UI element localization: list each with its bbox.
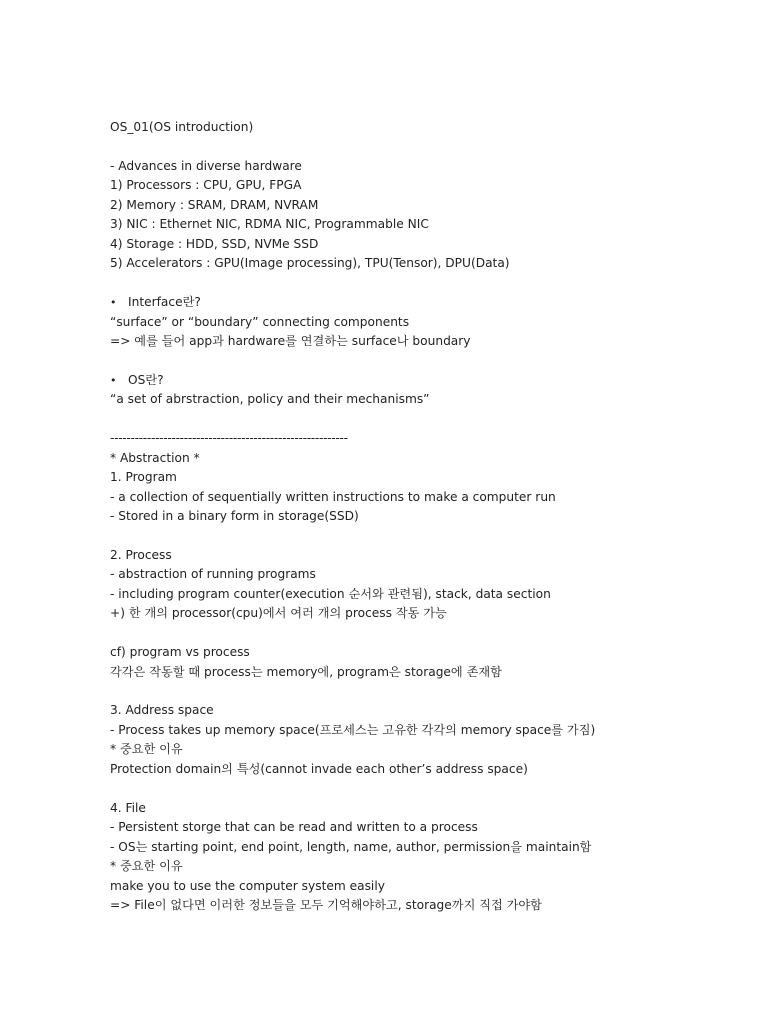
process-line: - including program counter(execution 순서와 관련됨), stack, data section [110,586,551,601]
blank-line [110,274,750,293]
file-line: - OS는 starting point, end point, length, name, author, permission을 maintain함 [110,839,592,854]
process-line: +) 한 개의 processor(cpu)에서 여러 개의 process 작동 가능 [110,606,447,621]
hardware-item-storage: 4) Storage : HDD, SSD, NVMe SSD [110,236,319,251]
blank-line [110,351,750,370]
file-title: 4. File [110,800,146,815]
blank-line [110,624,750,643]
section-divider: ---------------------------------------------------------- [110,431,348,446]
blank-line [110,526,750,545]
file-line: * 중요한 이유 [110,859,183,874]
blank-line [110,137,750,156]
blank-line [110,410,750,429]
interface-definition: “surface” or “boundary” connecting components [110,314,410,329]
interface-example: => 예를 들어 app과 hardware를 연결하는 surface나 boundary [110,333,471,348]
address-space-title: 3. Address space [110,703,214,718]
hardware-item-nic: 3) NIC : Ethernet NIC, RDMA NIC, Programmable NIC [110,217,429,232]
bullet-icon: • [110,373,117,387]
blank-line [110,682,750,701]
program-title: 1. Program [110,470,177,485]
interface-heading-line [110,293,750,312]
abstraction-heading: * Abstraction * [110,450,200,465]
hardware-item-accelerators: 5) Accelerators : GPU(Image processing), TPU(Tensor), DPU(Data) [110,256,510,271]
interface-heading: Interface란? [128,295,201,310]
file-line: make you to use the computer system easily [110,878,385,893]
document-body [110,118,750,915]
os-heading: OS란? [128,372,164,387]
os-heading-line [110,371,750,390]
address-space-line: Protection domain의 특성(cannot invade each other’s address space) [110,761,528,776]
process-line: - abstraction of running programs [110,567,316,582]
program-line: - Stored in a binary form in storage(SSD) [110,509,359,523]
document-title: OS_01(OS introduction) [110,120,254,134]
bullet-icon: • [110,296,117,310]
hardware-item-memory: 2) Memory : SRAM, DRAM, NVRAM [110,197,319,212]
file-line: => File이 없다면 이러한 정보들을 모두 기억해야하고, storage까지 직접 가야함 [110,898,542,912]
os-definition: “a set of abrstraction, policy and their mechanisms” [110,392,430,407]
file-line: - Persistent storge that can be read and written to a process [110,820,478,835]
blank-line [110,779,750,798]
hardware-heading: - Advances in diverse hardware [110,158,302,173]
program-line: - a collection of sequentially written instructions to make a computer run [110,489,556,504]
address-space-line: * 중요한 이유 [110,742,183,757]
compare-line: 각각은 작동할 때 process는 memory에, program은 storage에 존재함 [110,664,502,679]
address-space-line: - Process takes up memory space(프로세스는 고유한 각각의 memory space를 가짐) [110,722,596,737]
compare-title: cf) program vs process [110,645,250,660]
process-title: 2. Process [110,547,172,562]
hardware-item-processors: 1) Processors : CPU, GPU, FPGA [110,178,302,193]
